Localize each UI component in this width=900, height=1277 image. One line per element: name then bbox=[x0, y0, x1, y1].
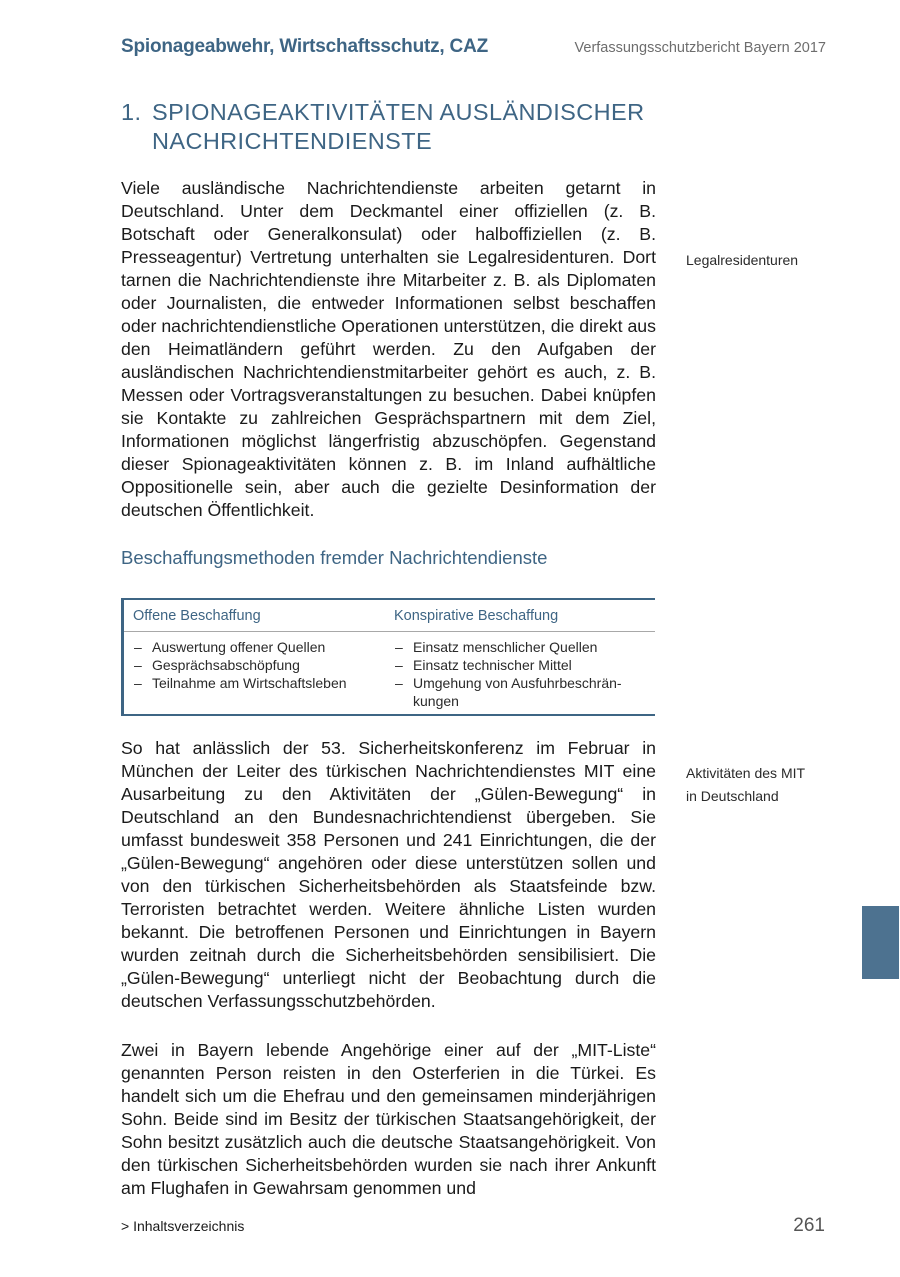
header-report-title: Verfassungsschutzbericht Bayern 2017 bbox=[574, 40, 826, 56]
dash-bullet: – bbox=[134, 657, 142, 673]
list-item bbox=[394, 674, 652, 710]
chapter-title bbox=[121, 98, 681, 156]
margin-note-line-2: in Deutschland bbox=[686, 788, 779, 804]
conspirative-methods-title: Konspirative Beschaffung bbox=[394, 608, 559, 624]
list-item-text: Gesprächsabschöpfung bbox=[152, 657, 300, 673]
body-paragraph-3: Zwei in Bayern lebende Angehörige einer auf der „MIT-Liste“ genannten Person reisten in den Osterferien in die Türkei. Es handelt sich um die Ehefrau und den gemeinsamen minderjährigen Sohn. Beide sind im Besitz der türkischen Staatsangehörigkeit, der Sohn besitzt zusätzlich auch die deutsche Staatsangehörigkeit. Von den türkischen Sicherheitsbehörden wurden sie nach ihrer Ankunft am Flughafen in Gewahrsam genommen und bbox=[121, 1040, 656, 1198]
dash-bullet: – bbox=[395, 639, 403, 655]
list-item bbox=[394, 656, 652, 674]
chapter-title-line-1: SPIONAGEAKTIVITÄTEN AUSLÄNDISCHER bbox=[152, 99, 645, 125]
open-methods-column bbox=[133, 600, 385, 692]
list-item bbox=[133, 638, 385, 656]
conspirative-methods-column bbox=[394, 600, 652, 710]
list-item-text: Einsatz technischer Mittel bbox=[413, 657, 572, 673]
conspirative-methods-list bbox=[394, 632, 652, 710]
chapter-number: 1. bbox=[121, 99, 142, 125]
page-number: 261 bbox=[793, 1215, 825, 1236]
chapter-title-line-2: NACHRICHTENDIENSTE bbox=[152, 128, 433, 154]
methods-heading: Beschaffungsmethoden fremder Nachrichtendienste bbox=[121, 547, 548, 568]
margin-note-line-1: Aktivitäten des MIT bbox=[686, 765, 806, 781]
list-item bbox=[133, 656, 385, 674]
dash-bullet: – bbox=[134, 675, 142, 691]
dash-bullet: – bbox=[395, 657, 403, 673]
dash-bullet: – bbox=[134, 639, 142, 655]
list-item bbox=[394, 638, 652, 656]
chapter-title-text bbox=[152, 98, 644, 156]
list-item-text: Umgehung von Ausfuhrbeschrän- kungen bbox=[413, 675, 622, 709]
margin-note-mit-activities bbox=[686, 762, 861, 808]
margin-note-legalresidenturen: Legalresidenturen bbox=[686, 252, 799, 268]
dash-bullet: – bbox=[395, 675, 403, 691]
list-item-text: Teilnahme am Wirtschaftsleben bbox=[152, 675, 347, 691]
table-of-contents-link[interactable]: > Inhaltsverzeichnis bbox=[121, 1218, 245, 1234]
open-methods-title: Offene Beschaffung bbox=[133, 608, 261, 624]
open-methods-list bbox=[133, 632, 385, 692]
list-item-text: Einsatz menschlicher Quellen bbox=[413, 639, 598, 655]
body-paragraph-1: Viele ausländische Nachrichtendienste arbeiten getarnt in Deutschland. Unter dem Deckmantel einer offiziellen (z. B. Botschaft oder Generalkonsulat) oder halboffiziellen (z. B. Presseagentur) Vertretung unterhalten sie Legalresidenturen. Dort tarnen die Nachrichtendienste ihre Mitarbeiter z. B. als Diplomaten oder Journalisten, die entweder Informationen selbst beschaffen oder nachrichtendienstliche Operationen unterstützen, die direkt aus den Heimatländern geführt werden. Zu den Aufgaben der ausländischen Nachrichtendienstmitarbeiter gehört es auch, z. B. Messen oder Vortragsveranstaltungen zu besuchen. Dabei knüpfen sie Kontakte zu zahlreichen Gesprächspartnern mit dem Ziel, Informationen möglichst längerfristig abzuschöpfen. Gegenstand dieser Spionageaktivitäten können z. B. im Inland aufhältliche Oppositionelle sein, aber auch die gezielte Desinformation der deutschen Öffentlichkeit. bbox=[121, 178, 656, 520]
body-paragraph-2: So hat anlässlich der 53. Sicherheitskonferenz im Februar in München der Leiter des türkischen Nachrichtendienstes MIT eine Ausarbeitung zu den Aktivitäten der „Gülen-Bewegung“ in Deutschland an den Bundesnachrichtendienst übergeben. Sie umfasst bundesweit 358 Personen und 241 Einrichtungen, die der „Gülen-Bewegung“ angehören oder diese unterstützen sollen und von den türkischen Sicherheitsbehörden als Staatsfeinde bzw. Terroristen betrachtet werden. Weitere ähnliche Listen wurden bekannt. Die betroffenen Personen und Einrichtungen in Bayern wurden zeitnah durch die Sicherheitsbehörden sensibilisiert. Die „Gülen-Bewegung“ unterliegt nicht der Beobachtung durch die deutschen Verfassungsschutzbehörden. bbox=[121, 738, 656, 1011]
chapter-side-tab bbox=[862, 906, 899, 979]
list-item-text: Auswertung offener Quellen bbox=[152, 639, 326, 655]
header-section-title: Spionageabwehr, Wirtschaftsschutz, CAZ bbox=[121, 36, 489, 57]
methods-table bbox=[121, 598, 655, 716]
list-item bbox=[133, 674, 385, 692]
